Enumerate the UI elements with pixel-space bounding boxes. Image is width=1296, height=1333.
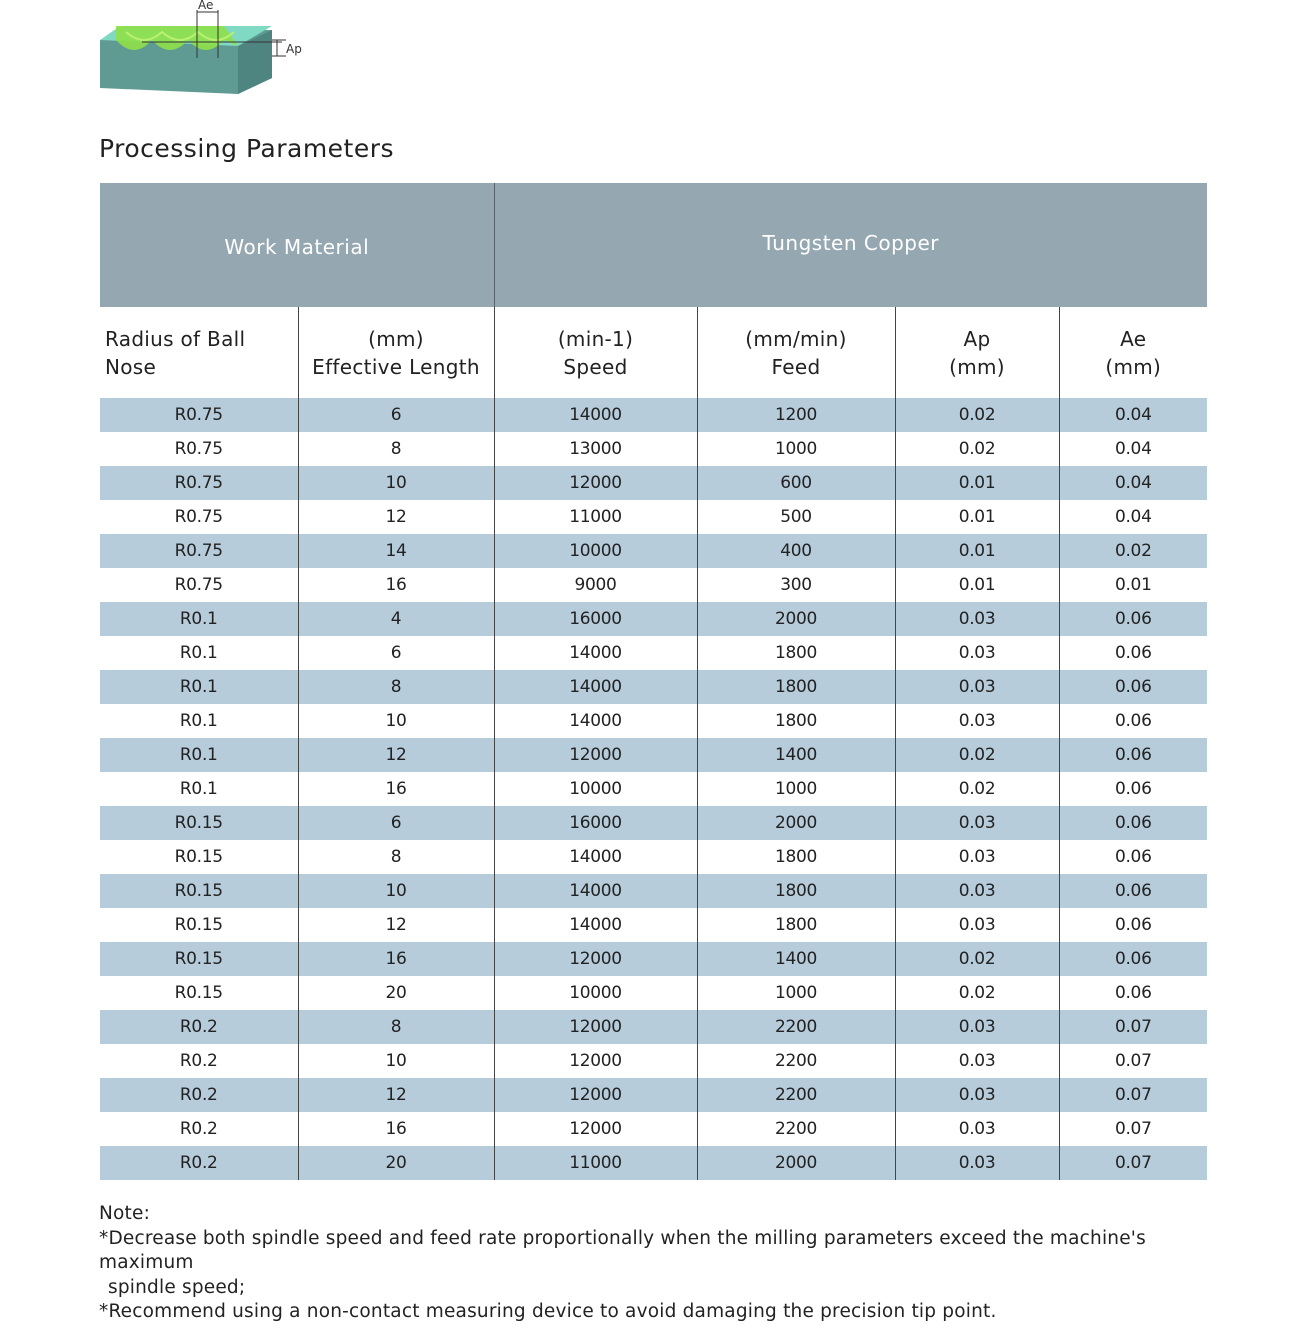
cell-effective-length: 20 [298, 976, 494, 1010]
cell-radius: R0.15 [100, 908, 298, 942]
cell-feed: 1800 [697, 636, 895, 670]
cell-speed: 14000 [494, 908, 697, 942]
cell-speed: 14000 [494, 840, 697, 874]
cell-radius: R0.75 [100, 500, 298, 534]
cell-feed: 1000 [697, 772, 895, 806]
cell-speed: 11000 [494, 500, 697, 534]
col-header-effective-length-text: Effective Length [312, 354, 480, 379]
cell-effective-length: 16 [298, 1112, 494, 1146]
cell-effective-length: 6 [298, 398, 494, 432]
cell-ae: 0.06 [1059, 738, 1207, 772]
cell-effective-length: 12 [298, 738, 494, 772]
cell-radius: R0.1 [100, 636, 298, 670]
cell-feed: 1800 [697, 670, 895, 704]
table-row [100, 1146, 1207, 1180]
cell-feed: 1000 [697, 976, 895, 1010]
cell-speed: 12000 [494, 466, 697, 500]
cell-radius: R0.15 [100, 874, 298, 908]
cell-ap: 0.03 [895, 908, 1059, 942]
cell-feed: 2200 [697, 1044, 895, 1078]
ball-nose-cut-diagram [96, 0, 326, 100]
cell-radius: R0.2 [100, 1044, 298, 1078]
col-header-effective-length-unit: (mm) [368, 326, 424, 351]
cell-speed: 12000 [494, 738, 697, 772]
cell-radius: R0.2 [100, 1112, 298, 1146]
cell-ap: 0.01 [895, 466, 1059, 500]
cell-radius: R0.2 [100, 1010, 298, 1044]
cell-ae: 0.06 [1059, 874, 1207, 908]
cell-ae: 0.07 [1059, 1078, 1207, 1112]
cell-radius: R0.75 [100, 568, 298, 602]
col-header-speed-unit: (min-1) [557, 326, 634, 351]
table-row [100, 908, 1207, 942]
cell-radius: R0.75 [100, 432, 298, 466]
cell-ap: 0.03 [895, 1010, 1059, 1044]
table-row [100, 1112, 1207, 1146]
cell-ae: 0.06 [1059, 602, 1207, 636]
table-row [100, 1010, 1207, 1044]
cell-effective-length: 8 [298, 670, 494, 704]
table-row [100, 670, 1207, 704]
col-header-speed [494, 307, 697, 398]
cell-speed: 14000 [494, 704, 697, 738]
cell-speed: 12000 [494, 1112, 697, 1146]
cell-feed: 2000 [697, 1146, 895, 1180]
table-row [100, 636, 1207, 670]
ae-label: Ae [198, 0, 214, 12]
cell-radius: R0.75 [100, 398, 298, 432]
note-speed-feed: *Decrease both spindle speed and feed rate proportionally when the milling parameters exceed the machine's maximum [99, 1227, 1146, 1273]
cell-ae: 0.06 [1059, 942, 1207, 976]
cell-feed: 1800 [697, 874, 895, 908]
cell-ae: 0.04 [1114, 439, 1152, 459]
col-header-ap [895, 307, 1059, 398]
cell-effective-length: 12 [298, 500, 494, 534]
table-body [100, 398, 1207, 1180]
cell-feed: 1400 [697, 942, 895, 976]
col-header-radius [100, 307, 298, 398]
work-material-label: Work Material [100, 183, 494, 307]
notes-section [99, 1202, 1209, 1325]
cell-ae: 0.06 [1114, 915, 1152, 935]
cell-feed: 2200 [697, 1010, 895, 1044]
cell-speed: 9000 [494, 568, 697, 602]
cell-radius: R0.1 [100, 738, 298, 772]
cell-speed: 14000 [494, 670, 697, 704]
cell-ae: 0.04 [1059, 466, 1207, 500]
table-row [100, 874, 1207, 908]
cell-ap: 0.03 [895, 602, 1059, 636]
cell-radius: R0.1 [100, 704, 298, 738]
cell-effective-length: 6 [298, 806, 494, 840]
cell-effective-length: 12 [298, 908, 494, 942]
cell-ap: 0.03 [895, 1044, 1059, 1078]
cell-ap: 0.03 [895, 704, 1059, 738]
cell-feed: 1800 [697, 704, 895, 738]
cell-ae: 0.07 [1059, 1146, 1207, 1180]
cell-effective-length: 8 [298, 840, 494, 874]
table-row [100, 738, 1207, 772]
col-header-effective-length [298, 307, 494, 398]
cell-feed: 1400 [697, 738, 895, 772]
cell-feed: 300 [697, 568, 895, 602]
table-row [100, 500, 1207, 534]
table-row [100, 806, 1207, 840]
table-row [100, 1044, 1207, 1078]
cell-speed: 12000 [494, 942, 697, 976]
cell-ap: 0.02 [895, 772, 1059, 806]
cell-feed: 2000 [697, 806, 895, 840]
cell-ap: 0.03 [895, 636, 1059, 670]
cell-ae: 0.06 [1059, 806, 1207, 840]
cell-speed: 10000 [494, 976, 697, 1010]
table-row [100, 534, 1207, 568]
cell-ap: 0.03 [895, 840, 1059, 874]
cell-ae: 0.06 [1114, 711, 1152, 731]
cell-ap: 0.01 [895, 568, 1059, 602]
cell-ae: 0.06 [1114, 643, 1152, 663]
col-header-speed-text: Speed [563, 354, 628, 379]
cell-speed: 10000 [494, 534, 697, 568]
cell-feed: 600 [697, 466, 895, 500]
cell-effective-length: 6 [298, 636, 494, 670]
notes-heading: Note: [99, 1203, 151, 1224]
cell-ap: 0.03 [895, 874, 1059, 908]
cell-effective-length: 20 [298, 1146, 494, 1180]
cell-ae: 0.07 [1059, 1010, 1207, 1044]
cell-ap: 0.03 [895, 1078, 1059, 1112]
table-row [100, 942, 1207, 976]
cell-effective-length: 14 [298, 534, 494, 568]
cell-ae: 0.01 [1114, 575, 1152, 595]
header-row-material [100, 183, 1207, 307]
cell-ae: 0.02 [1059, 534, 1207, 568]
table-row [100, 602, 1207, 636]
cell-ae: 0.06 [1114, 983, 1152, 1003]
cell-radius: R0.15 [100, 806, 298, 840]
cell-ae: 0.06 [1114, 847, 1152, 867]
cell-feed: 2000 [697, 602, 895, 636]
cell-ap: 0.03 [895, 806, 1059, 840]
cell-radius: R0.75 [100, 534, 298, 568]
cell-effective-length: 12 [298, 1078, 494, 1112]
table-row [100, 466, 1207, 500]
cell-ap: 0.03 [895, 1112, 1059, 1146]
cell-radius: R0.2 [100, 1078, 298, 1112]
cell-feed: 1200 [697, 398, 895, 432]
cell-radius: R0.15 [100, 976, 298, 1010]
cell-ae: 0.07 [1114, 1119, 1152, 1139]
table-row [100, 398, 1207, 432]
col-header-feed-unit: (mm/min) [745, 326, 847, 351]
cell-speed: 16000 [494, 602, 697, 636]
cell-ae: 0.06 [1114, 779, 1152, 799]
cell-speed: 12000 [494, 1078, 697, 1112]
section-title: Processing Parameters [99, 134, 395, 163]
cell-feed: 2200 [697, 1112, 895, 1146]
note-speed-feed-continued: spindle speed; [108, 1276, 246, 1298]
cell-ae: 0.07 [1114, 1051, 1152, 1071]
cell-speed: 14000 [494, 398, 697, 432]
cell-ap: 0.02 [895, 976, 1059, 1010]
cell-feed: 2200 [697, 1078, 895, 1112]
cell-speed: 13000 [494, 432, 697, 466]
cell-effective-length: 4 [298, 602, 494, 636]
cell-speed: 11000 [494, 1146, 697, 1180]
cell-speed: 16000 [494, 806, 697, 840]
cell-effective-length: 10 [298, 466, 494, 500]
ap-label: Ap [286, 42, 302, 56]
col-header-ae-text: Ae [1120, 326, 1147, 351]
cell-feed: 500 [697, 500, 895, 534]
cell-speed: 10000 [494, 772, 697, 806]
cell-radius: R0.15 [100, 840, 298, 874]
cell-effective-length: 10 [298, 704, 494, 738]
cell-effective-length: 10 [298, 874, 494, 908]
cell-radius: R0.75 [100, 466, 298, 500]
processing-parameters-table [100, 183, 1207, 1180]
table-row [100, 1078, 1207, 1112]
cell-ap: 0.03 [895, 670, 1059, 704]
cell-speed: 12000 [494, 1044, 697, 1078]
header-row-columns [100, 307, 1207, 398]
cell-ap: 0.02 [895, 942, 1059, 976]
cell-radius: R0.1 [100, 602, 298, 636]
col-header-feed-text: Feed [771, 354, 821, 379]
cell-ae: 0.04 [1114, 507, 1152, 527]
col-header-radius-text: Radius of Ball Nose [105, 326, 246, 379]
cell-speed: 14000 [494, 636, 697, 670]
col-header-ae [1059, 307, 1207, 398]
cell-speed: 14000 [494, 874, 697, 908]
cell-speed: 12000 [494, 1010, 697, 1044]
cell-ap: 0.02 [895, 432, 1059, 466]
col-header-ap-text: Ap [963, 326, 991, 351]
table-row [100, 976, 1207, 1010]
cell-effective-length: 16 [298, 942, 494, 976]
col-header-ae-unit: (mm) [1105, 354, 1162, 379]
table-row [100, 840, 1207, 874]
note-measuring-device: *Recommend using a non-contact measuring device to avoid damaging the precision tip point. [99, 1301, 997, 1322]
cell-effective-length: 16 [298, 568, 494, 602]
cell-radius: R0.15 [100, 942, 298, 976]
cell-ap: 0.02 [895, 738, 1059, 772]
cell-ae: 0.06 [1059, 670, 1207, 704]
table-row [100, 704, 1207, 738]
cell-ap: 0.02 [895, 398, 1059, 432]
cell-effective-length: 16 [298, 772, 494, 806]
table-row [100, 772, 1207, 806]
cell-radius: R0.2 [100, 1146, 298, 1180]
cell-feed: 1800 [697, 840, 895, 874]
cell-feed: 400 [697, 534, 895, 568]
cell-feed: 1800 [697, 908, 895, 942]
cell-ap: 0.03 [895, 1146, 1059, 1180]
cell-radius: R0.1 [100, 772, 298, 806]
cell-effective-length: 8 [298, 432, 494, 466]
work-material-value: Tungsten Copper [494, 183, 1207, 307]
cell-ae: 0.04 [1059, 398, 1207, 432]
col-header-ap-unit: (mm) [949, 354, 1005, 379]
cell-radius: R0.1 [100, 670, 298, 704]
col-header-feed [697, 307, 895, 398]
cell-effective-length: 10 [298, 1044, 494, 1078]
table-row [100, 432, 1207, 466]
cell-ap: 0.01 [895, 500, 1059, 534]
cell-effective-length: 8 [298, 1010, 494, 1044]
table-row [100, 568, 1207, 602]
cell-feed: 1000 [697, 432, 895, 466]
cell-ap: 0.01 [895, 534, 1059, 568]
